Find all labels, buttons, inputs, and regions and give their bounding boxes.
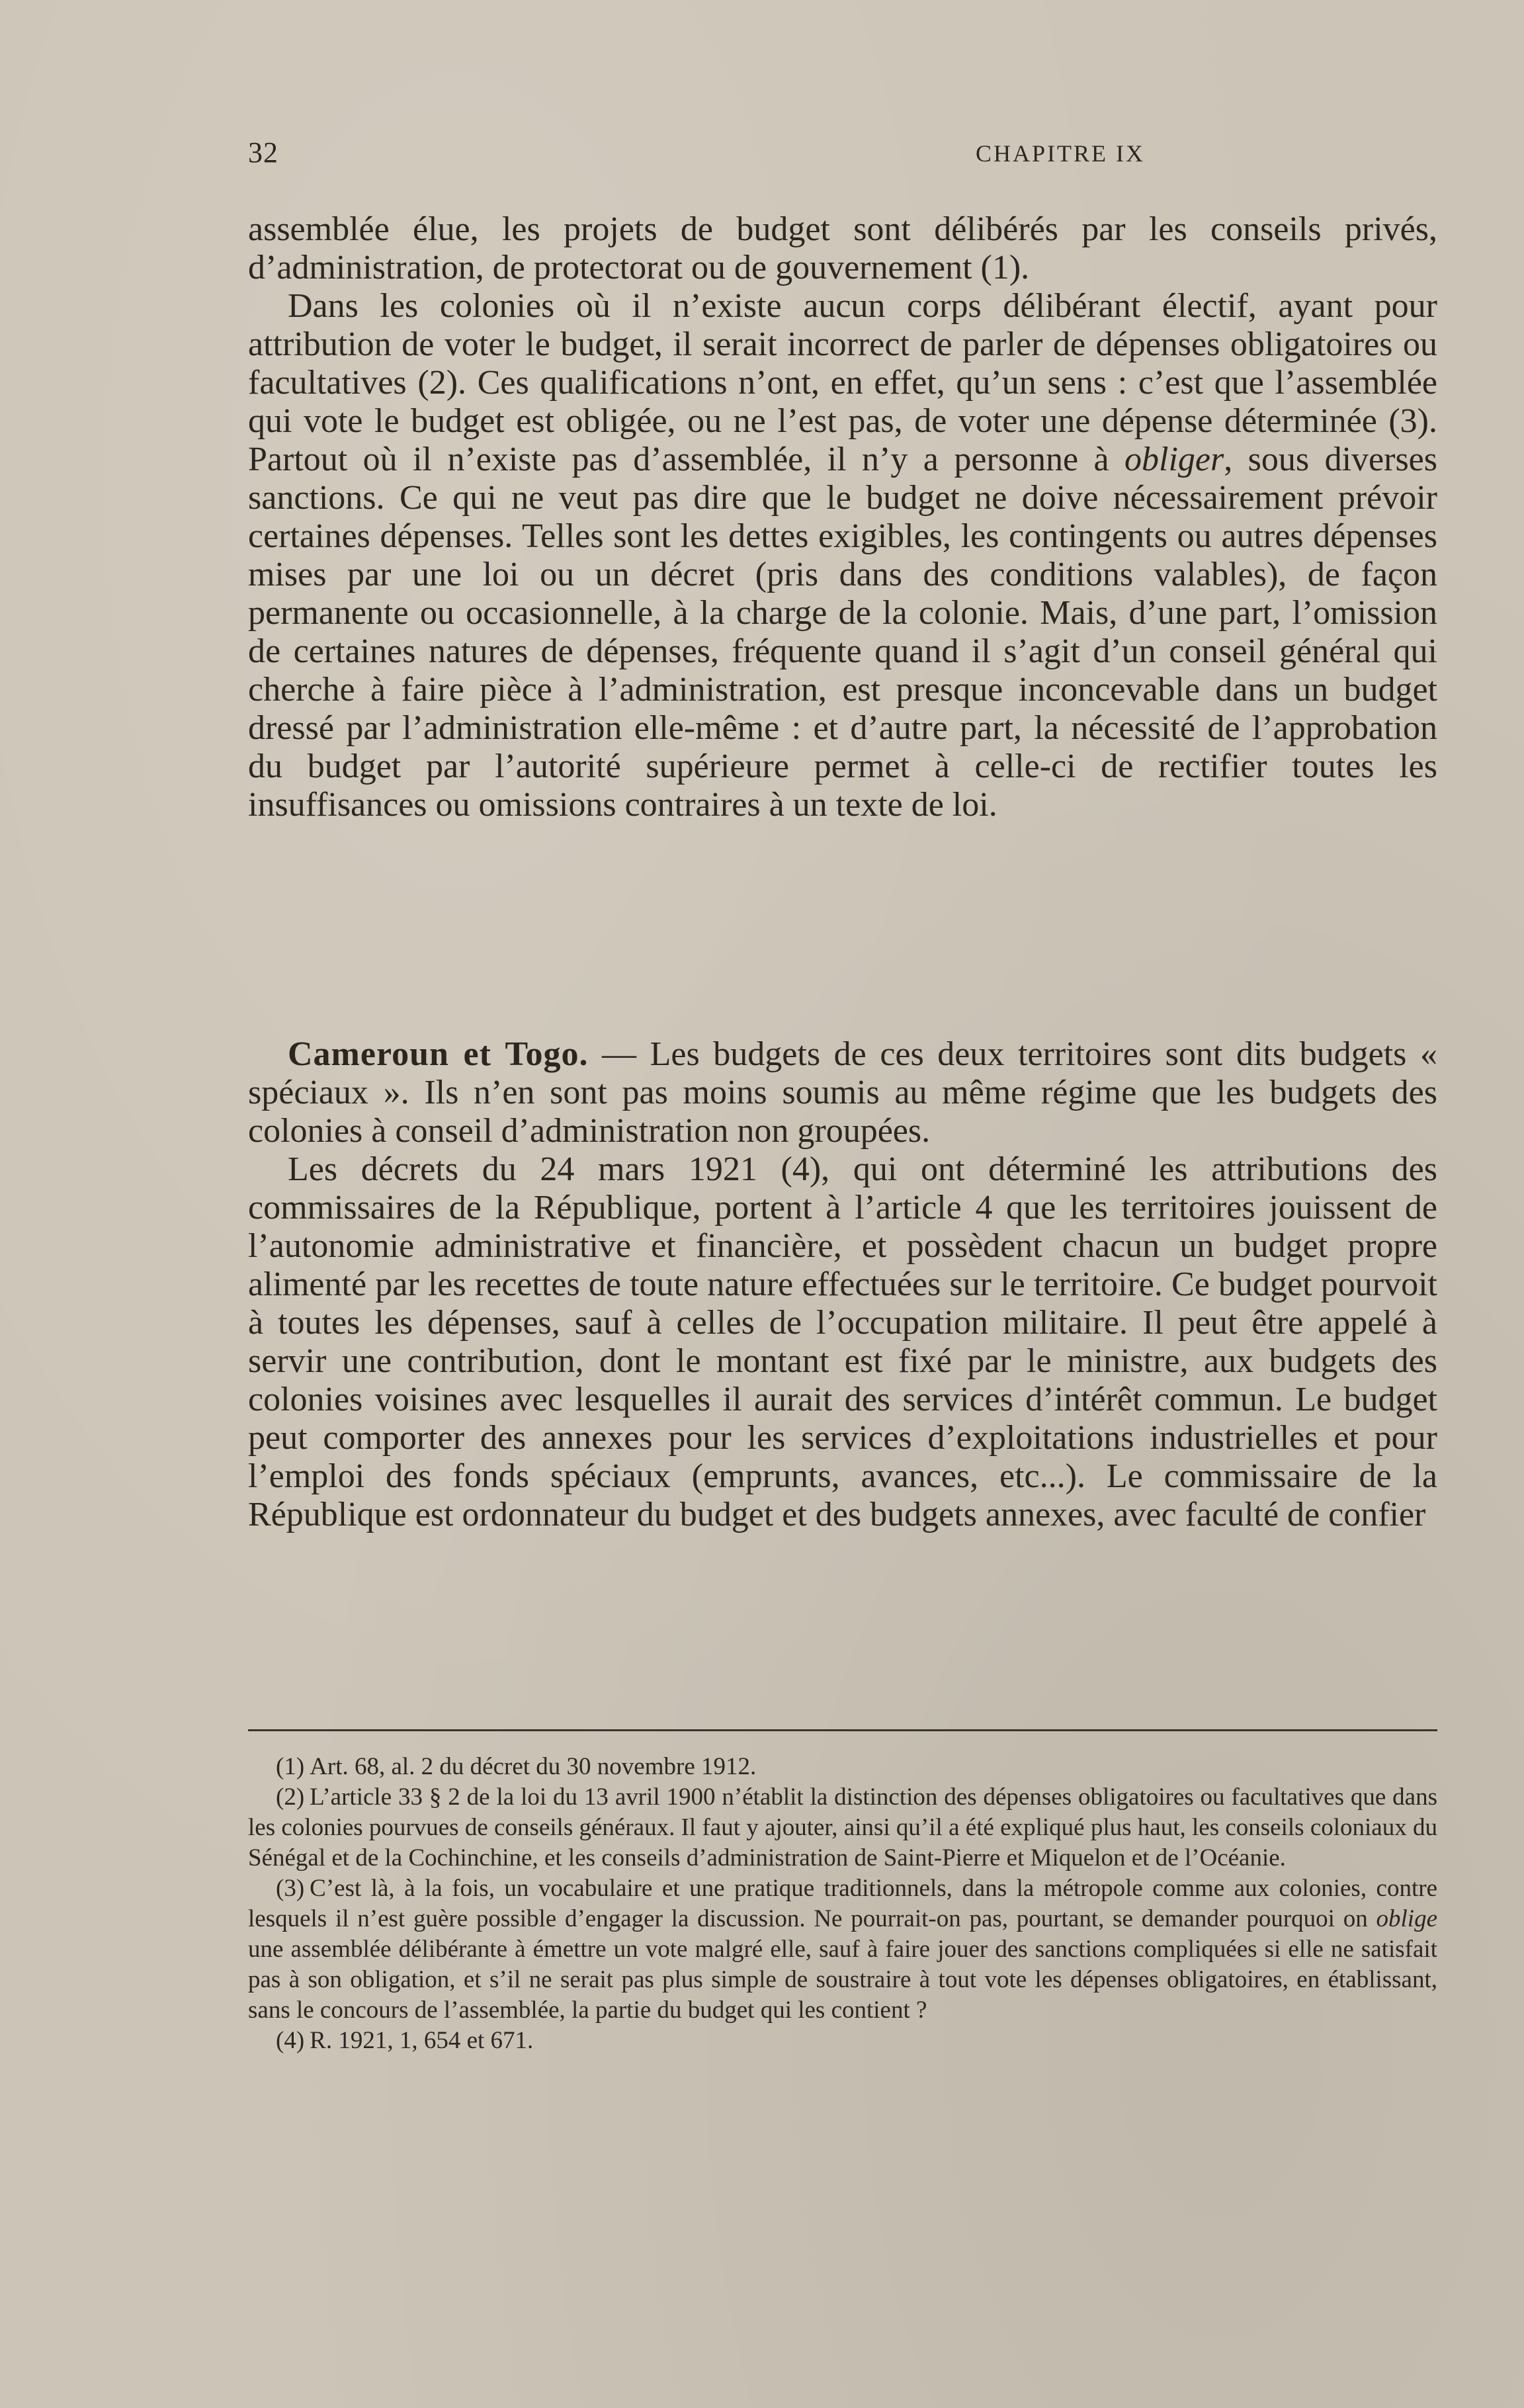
emphasis-obliger: obliger	[1124, 441, 1224, 478]
paragraph-text: , sous diverses sanctions. Ce qui ne veut pas dire que le budget ne doive nécessairement prévoir certaines dépenses. Telles sont les dettes exigibles, les contingents ou autres dépenses mises par une loi ou un décret (pris dans des conditions valables), de façon permanente ou occasionnelle, à la charge de la colonie. Mais, d’une part, l’omission de certaines natures de dépenses, fréquente quand il s’agit d’un conseil général qui cherche à faire pièce à l’administration, est presque inconcevable dans un budget dressé par l’administration elle-même : et d’autre part, la nécessité de l’approbation du budget par l’autorité supérieure permet à celle-ci de rectifier toutes les insuffisances ou omissions contraires à un texte de loi.	[248, 441, 1437, 824]
emphasis-oblige: oblige	[1376, 1905, 1437, 1932]
footnote-text: C’est là, à la fois, un vocabulaire et une pratique traditionnels, dans la métropole comme aux colonies, contre lesquels il n’est guère possible d’engager la discussion. Ne pourrait-on pas, pourtant, se demander pourquoi on	[248, 1875, 1437, 1932]
paragraph-continued: assemblée élue, les projets de budget sont délibérés par les conseils privés, d’administration, de protectorat ou de gouvernement (1).	[248, 210, 1437, 286]
running-head: CHAPITRE IX	[976, 140, 1145, 167]
page-header	[248, 136, 1439, 182]
footnote-4	[248, 2026, 1437, 2056]
section-title: Cameroun et Togo.	[288, 1035, 589, 1073]
footnote-divider	[248, 1729, 1437, 1731]
paragraph-section-intro	[248, 1035, 1437, 1150]
paragraph-text: Dans les colonies où il n’existe aucun corps délibérant électif, ayant pour attribution de voter le budget, il serait incorrect de parler de dépenses obligatoires ou facultatives (2). Ces qualifications n’ont, en effet, qu’un sens : c’est que l’assemblée qui vote le budget est obligée, ou ne l’est pas, de voter une dépense déterminée (3). Partout où il n’existe pas d’assemblée, il n’y a personne à	[248, 287, 1437, 478]
footnote-text: L’article 33 § 2 de la loi du 13 avril 1900 n’établit la distinction des dépenses obligatoires ou facultatives que dans les colonies pourvues de conseils généraux. Il faut y ajouter, ainsi qu’il a été expliqué plus haut, les conseils coloniaux du Sénégal et de la Cochinchine, et les conseils d’administration de Saint-Pierre et Miquelon et de l’Océanie.	[248, 1784, 1437, 1871]
footnote-mark: (2)	[276, 1784, 305, 1811]
footnote-1	[248, 1752, 1437, 1782]
title-dash: —	[588, 1035, 650, 1073]
paragraph-colonies	[248, 287, 1437, 824]
footnote-2	[248, 1782, 1437, 1873]
footnote-mark: (3)	[276, 1875, 305, 1902]
paragraph-text: Les budgets de ces deux territoires sont dits budgets « spéciaux ». Ils n’en sont pas moins soumis au même régime que les budgets des colonies à conseil d’administration non groupées.	[248, 1035, 1438, 1150]
paragraph-decrets: Les décrets du 24 mars 1921 (4), qui ont déterminé les attributions des commissaires de la République, portent à l’article 4 que les territoires jouissent de l’autonomie administrative et financière, et possèdent chacun un budget propre alimenté par les recettes de toute nature effectuées sur le territoire. Ce budget pourvoit à toutes les dépenses, sauf à celles de l’occupation militaire. Il peut être appelé à servir une contribution, dont le montant est fixé par le ministre, aux budgets des colonies voisines avec lesquelles il aurait des services d’intérêt commun. Le budget peut comporter des annexes pour les services d’exploitations industrielles et pour l’emploi des fonds spéciaux (emprunts, avances, etc...). Le commissaire de la République est ordonnateur du budget et des budgets annexes, avec faculté de confier	[248, 1150, 1437, 1533]
footnote-3	[248, 1873, 1437, 2026]
footnote-text: une assemblée délibérante à émettre un vote malgré elle, sauf à faire jouer des sanctions compliquées si elle ne satisfait pas à son obligation, et s’il ne serait pas plus simple de soustraire à tout vote les dépenses obligatoires, en établissant, sans le concours de l’assemblée, la partie du budget qui les contient ?	[248, 1936, 1437, 2024]
page-number: 32	[248, 136, 278, 169]
footnote-text: Art. 68, al. 2 du décret du 30 novembre 1912.	[310, 1753, 757, 1780]
section-cameroun-togo	[248, 1035, 1437, 1534]
footnote-mark: (1)	[276, 1753, 305, 1780]
footnotes	[248, 1752, 1437, 2056]
footnote-text: R. 1921, 1, 654 et 671.	[310, 2027, 534, 2054]
main-text	[248, 210, 1437, 824]
footnote-mark: (4)	[276, 2027, 305, 2054]
